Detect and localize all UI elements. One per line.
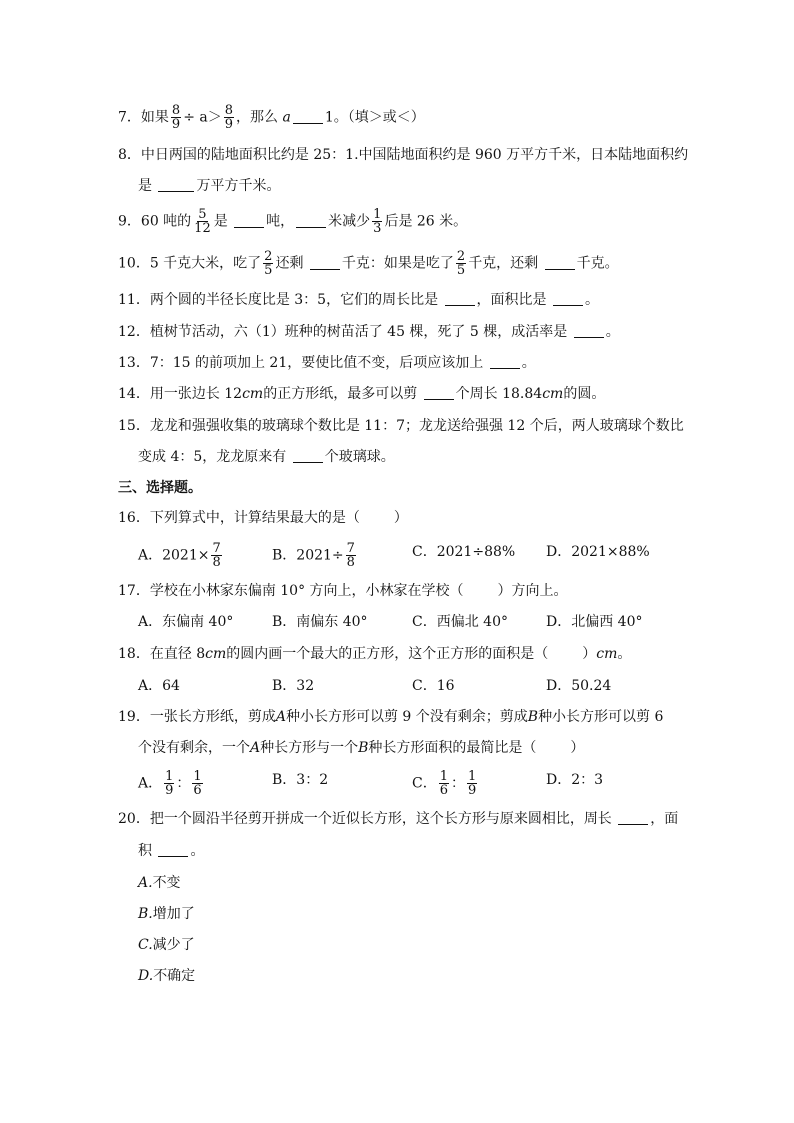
question-18: 18．在直径 8cm的圆内画一个最大的正方形，这个正方形的面积是（ ）cm。 [118, 646, 632, 662]
answer-blank[interactable] [293, 448, 323, 463]
option-d[interactable]: D．北偏西 40° [546, 614, 643, 630]
option-a[interactable]: A．2021× $\frac{7}{8}$ [138, 541, 221, 570]
option-b[interactable]: B．3：2 [272, 772, 329, 788]
answer-blank[interactable] [574, 323, 604, 338]
question-20-cont: 积 。 [138, 843, 205, 859]
fraction: $\frac{2}{5}$ [456, 249, 466, 278]
option-b[interactable]: B．2021÷ $\frac{7}{8}$ [272, 541, 355, 570]
option-c[interactable]: C.减少了 [138, 937, 195, 953]
question-15-cont: 变成 4：5，龙龙原来有 个玻璃球。 [138, 449, 395, 465]
fraction: $\frac{8}{9}$ [171, 103, 181, 132]
option-d[interactable]: D．2：3 [546, 772, 604, 788]
question-7: 7．如果 $\frac{8}{9}$ ÷ a＞ $\frac{8}{9}$ ，那么 a 1。（填＞或＜） [118, 103, 425, 132]
fraction: $\frac{8}{9}$ [224, 103, 234, 132]
answer-blank[interactable] [234, 213, 264, 228]
answer-blank[interactable] [296, 213, 326, 228]
answer-blank[interactable] [490, 354, 520, 369]
answer-blank[interactable] [293, 109, 323, 124]
option-d[interactable]: D.不确定 [138, 968, 196, 984]
fraction: $\frac{1}{6}$ [439, 769, 448, 798]
option-c[interactable]: C．16 [412, 678, 455, 694]
question-19-cont: 个没有剩余，一个A种长方形与一个B种长方形面积的最简比是（ ） [138, 740, 585, 756]
question-16: 16．下列算式中，计算结果最大的是（ ） [118, 510, 408, 526]
question-8: 8．中日两国的陆地面积比约是 25：1.中国陆地面积约是 960 万平方千米，日本陆地面积约 [118, 147, 689, 163]
answer-blank[interactable] [553, 291, 583, 306]
question-10: 10．5 千克大米，吃了 $\frac{2}{5}$ 还剩 千克：如果是吃了 $\frac{2}{5}$ 千克，还剩 千克。 [118, 249, 619, 278]
answer-blank[interactable] [424, 385, 454, 400]
fraction: $\frac{5}{12}$ [194, 207, 211, 236]
option-d[interactable]: D．50.24 [546, 678, 612, 694]
answer-blank[interactable] [310, 255, 340, 270]
option-c[interactable]: C．西偏北 40° [412, 614, 508, 630]
question-19: 19．一张长方形纸，剪成A种小长方形可以剪 9 个没有剩余；剪成B种小长方形可以剪 6 [118, 709, 664, 725]
answer-blank[interactable] [618, 810, 648, 825]
option-a[interactable]: A． $\frac{1}{9}$ ： $\frac{1}{6}$ [138, 769, 202, 798]
fraction: $\frac{7}{8}$ [212, 541, 221, 570]
option-a[interactable]: A．64 [138, 678, 180, 694]
answer-blank[interactable] [545, 255, 575, 270]
question-17: 17．学校在小林家东偏南 10° 方向上，小林家在学校（ ）方向上。 [118, 583, 568, 599]
question-11: 11．两个圆的半径长度比是 3：5，它们的周长比是 ，面积比是 。 [118, 292, 599, 308]
fraction: $\frac{1}{9}$ [165, 769, 174, 798]
fraction: $\frac{1}{3}$ [373, 207, 382, 236]
option-a[interactable]: A．东偏南 40° [138, 614, 234, 630]
fraction: $\frac{1}{9}$ [468, 769, 477, 798]
option-a[interactable]: A.不变 [138, 875, 181, 891]
fraction: $\frac{2}{5}$ [264, 249, 273, 278]
question-9: 9．60 吨的 $\frac{5}{12}$ 是 吨， 米减少 $\frac{1}{3}$ 后是 26 米。 [118, 207, 468, 236]
fraction: $\frac{1}{6}$ [193, 769, 202, 798]
question-14: 14．用一张边长 12cm的正方形纸，最多可以剪 个周长 18.84cm的圆。 [118, 386, 606, 402]
answer-blank[interactable] [158, 177, 194, 192]
question-13: 13．7：15 的前项加上 21，要使比值不变，后项应该加上 。 [118, 355, 536, 371]
question-12: 12．植树节活动，六（1）班种的树苗活了 45 棵，死了 5 棵，成活率是 。 [118, 324, 620, 340]
answer-blank[interactable] [158, 842, 188, 857]
option-b[interactable]: B．南偏东 40° [272, 614, 368, 630]
option-c[interactable]: C． $\frac{1}{6}$ ： $\frac{1}{9}$ [412, 769, 477, 798]
section-heading: 三、选择题。 [118, 480, 202, 496]
option-b[interactable]: B.增加了 [138, 906, 195, 922]
option-c[interactable]: C．2021÷88% [412, 544, 516, 560]
option-b[interactable]: B．32 [272, 678, 315, 694]
question-15: 15．龙龙和强强收集的玻璃球个数比是 11：7；龙龙送给强强 12 个后，两人玻璃球个数比 [118, 418, 684, 434]
question-20: 20．把一个圆沿半径剪开拼成一个近似长方形，这个长方形与原来圆相比，周长 ，面 [118, 811, 679, 827]
answer-blank[interactable] [445, 291, 475, 306]
option-d[interactable]: D．2021×88% [546, 544, 650, 560]
question-8-cont: 是 万平方千米。 [138, 178, 281, 194]
fraction: $\frac{7}{8}$ [346, 541, 355, 570]
